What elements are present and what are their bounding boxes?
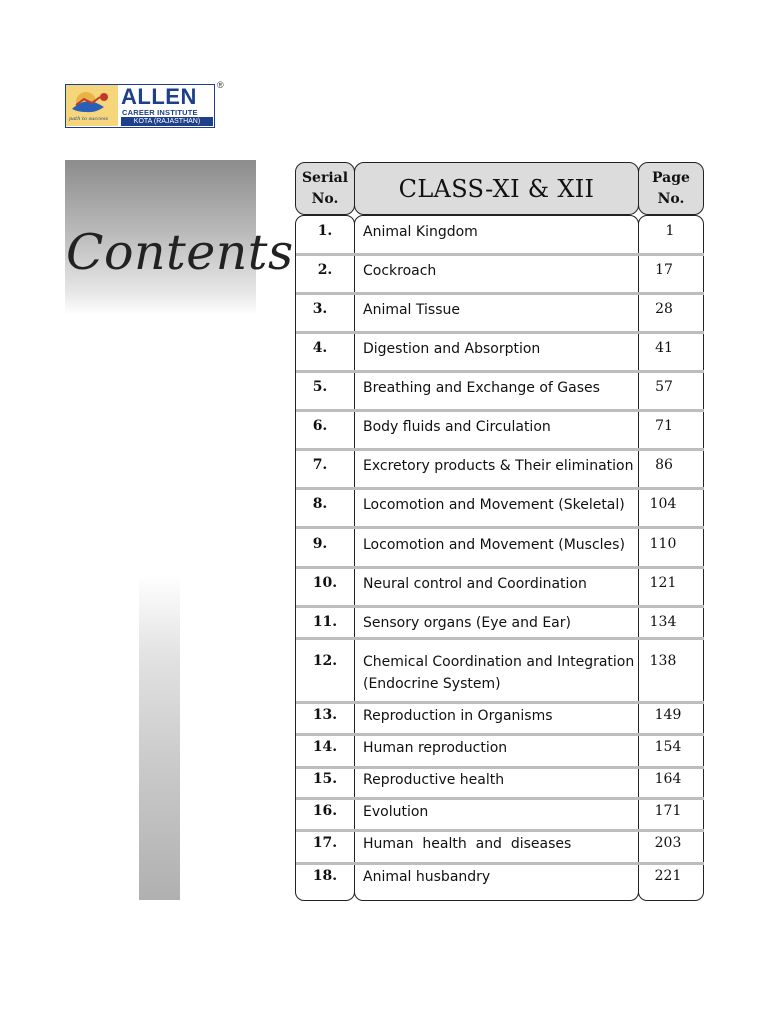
row-divider (296, 701, 704, 704)
page-number: 71 (655, 418, 673, 434)
page-header (638, 162, 704, 215)
serial-number: 3. (312, 301, 328, 317)
serial-number: 9. (312, 536, 328, 552)
page-number: 17 (655, 262, 673, 278)
logo-brand: ALLEN (121, 84, 197, 109)
allen-logo (65, 84, 215, 128)
row-divider (296, 526, 704, 529)
topic-title: Locomotion and Movement (Muscles) (363, 537, 625, 553)
page-number: 57 (655, 379, 673, 395)
serial-number: 11. (312, 614, 338, 630)
serial-number: 8. (312, 496, 328, 512)
topic-title: Evolution (363, 804, 429, 820)
serial-number: 15. (312, 771, 338, 787)
topic-title: Neural control and Coordination (363, 576, 587, 592)
row-divider (296, 637, 704, 640)
row-divider (296, 733, 704, 736)
serial-number: 2. (317, 262, 333, 278)
row-divider (296, 409, 704, 412)
page-number: 28 (655, 301, 673, 317)
serial-number: 1. (317, 223, 333, 239)
decorative-gradient-bar (139, 575, 180, 900)
row-divider (296, 605, 704, 608)
topic-title: Breathing and Exchange of Gases (363, 380, 600, 396)
page-number: 104 (649, 496, 677, 512)
page-number: 138 (649, 653, 677, 669)
page-number: 164 (654, 771, 682, 787)
topic-title: Animal Tissue (363, 302, 460, 318)
topic-title: Excretory products & Their elimination (363, 458, 634, 474)
serial-number: 18. (312, 868, 338, 884)
page-number: 221 (654, 868, 682, 884)
class-title: CLASS-XI & XII (398, 174, 595, 203)
page-number: 110 (649, 536, 677, 552)
page-number: 134 (649, 614, 677, 630)
serial-number: 13. (312, 707, 338, 723)
serial-number: 6. (312, 418, 328, 434)
row-divider (296, 448, 704, 451)
serial-number: 7. (312, 457, 328, 473)
row-divider (296, 487, 704, 490)
topic-title: Body fluids and Circulation (363, 419, 551, 435)
topic-title: Reproduction in Organisms (363, 708, 553, 724)
page-header-line2: No. (657, 190, 685, 207)
row-divider (296, 797, 704, 800)
serial-header (295, 162, 355, 215)
serial-number: 14. (312, 739, 338, 755)
topic-title: Human health and diseases (363, 836, 572, 852)
logo-subtitle: CAREER INSTITUTE (122, 108, 198, 117)
serial-header-line1: Serial (301, 169, 349, 186)
row-divider (296, 370, 704, 373)
row-divider (296, 566, 704, 569)
logo-tagline: path to success (69, 116, 109, 122)
page-number: 171 (654, 803, 682, 819)
serial-number: 10. (312, 575, 338, 591)
row-divider (296, 292, 704, 295)
topic-title: Digestion and Absorption (363, 341, 541, 357)
serial-number: 17. (312, 835, 338, 851)
topic-title: Chemical Coordination and Integration (Endocrine System) (363, 654, 635, 692)
contents-heading: Contents (66, 224, 294, 281)
serial-header-line2: No. (311, 190, 339, 207)
topic-title: Reproductive health (363, 772, 505, 788)
page-header-line1: Page (652, 169, 690, 186)
row-divider (296, 829, 704, 832)
topic-title: Animal Kingdom (363, 224, 478, 240)
class-header (354, 162, 639, 215)
serial-number: 5. (312, 379, 328, 395)
row-divider (296, 862, 704, 865)
serial-number: 16. (312, 803, 338, 819)
row-divider (296, 331, 704, 334)
page-number: 154 (654, 739, 682, 755)
topic-title: Locomotion and Movement (Skeletal) (363, 497, 625, 513)
topic-title: Animal husbandry (363, 869, 491, 885)
serial-number: 4. (312, 340, 328, 356)
registered-mark: ® (217, 80, 224, 90)
topic-title: Human reproduction (363, 740, 508, 756)
page-number: 121 (649, 575, 677, 591)
row-divider (296, 253, 704, 256)
topic-title: Sensory organs (Eye and Ear) (363, 615, 571, 631)
serial-number: 12. (312, 653, 338, 669)
topic-title: Cockroach (363, 263, 437, 279)
page-number: 203 (654, 835, 682, 851)
page-number: 149 (654, 707, 682, 723)
logo-location: KOTA (RAJASTHAN) (121, 117, 213, 126)
page-number: 1 (665, 223, 675, 239)
page-number: 86 (655, 457, 673, 473)
page-number: 41 (655, 340, 673, 356)
